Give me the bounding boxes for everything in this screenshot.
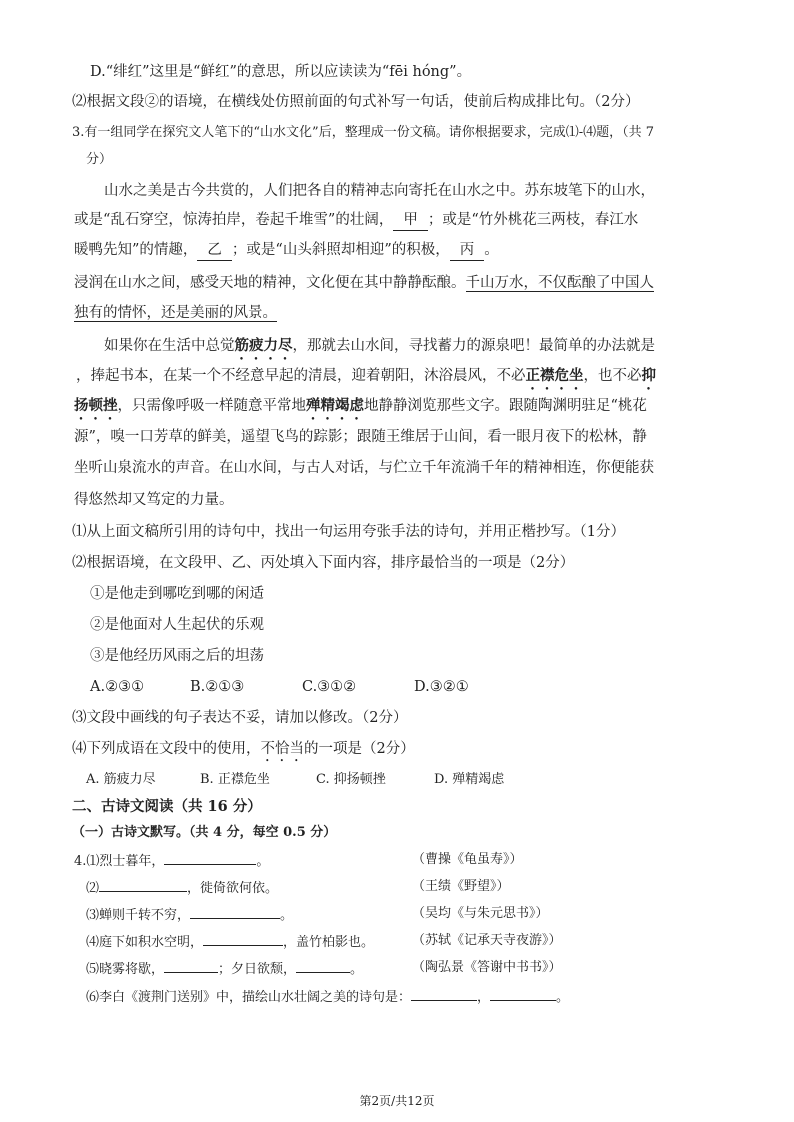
page-footer: 第2页/共12页 (359, 1094, 435, 1108)
question-3-2: ⑵根据语境，在文段甲、乙、丙处填入下面内容，排序最恰当的一项是（2分） (72, 555, 575, 571)
blank-input[interactable] (490, 986, 556, 1001)
option-1: ①是他走到哪吃到哪的闲适 (90, 586, 264, 602)
blank-input[interactable] (164, 958, 218, 973)
idiom-emphasis: 筋疲力尽 (234, 337, 293, 354)
section-2-title: 二、古诗文阅读（共 16 分） (72, 798, 262, 815)
text: 如果你在生活中总觉 (104, 338, 235, 354)
recite-2-source: （王绩《野望》） (412, 879, 510, 894)
choice-b[interactable]: B.②①③ (190, 679, 245, 695)
option-3: ③是他经历风雨之后的坦荡 (90, 648, 264, 664)
text: 。 (556, 990, 570, 1005)
idiom-choice-c[interactable]: C. 抑扬顿挫 (316, 772, 386, 787)
choice-c[interactable]: C.③①② (302, 679, 357, 695)
text: ， (477, 990, 491, 1005)
idiom-emphasis: 抑 (641, 367, 656, 384)
recite-2 (86, 877, 278, 899)
paragraph-2-line-5: 坐听山泉流水的声音。在山水间，与古人对话，与伫立千年流淌千年的精神相连，你便能获 (74, 460, 654, 476)
recite-4-source: （苏轼《记承天寺夜游》） (412, 933, 562, 948)
question-3-3: ⑶文段中画线的句子表达不妥，请加以修改。（2分） (72, 710, 408, 726)
paragraph-2-line-1 (104, 336, 655, 363)
idiom-emphasis: 殚精竭虑 (306, 397, 364, 414)
paragraph-2-line-2 (76, 366, 656, 393)
blank-input[interactable] (190, 904, 280, 919)
recite-3 (86, 904, 293, 926)
recite-3-source: （吴均《与朱元思书》） (412, 906, 549, 921)
text: ；或是“山头斜照却相迎”的积极， (231, 242, 450, 258)
paragraph-1-line-1: 山水之美是古今共赏的，人们把各自的精神志向寄托在山水之中。苏东坡笔下的山水， (104, 183, 655, 199)
recite-6 (86, 986, 569, 1008)
text: ；或是“竹外桃花三两枝，春江水 (427, 212, 639, 228)
recite-1 (74, 850, 269, 872)
idiom-choice-d[interactable]: D. 殚精竭虑 (434, 772, 505, 787)
text: 4.⑴烈士暮年， (74, 854, 165, 869)
idiom-emphasis: 正襟危坐 (525, 367, 584, 384)
text: ，那就去山水间，寻找蓄力的源泉吧！最简单的办法就是 (292, 338, 655, 354)
paragraph-1-line-3 (74, 240, 499, 261)
text: ，盖竹柏影也。 (283, 935, 375, 950)
paragraph-2-line-3 (74, 396, 647, 423)
idiom-choice-a[interactable]: A. 筋疲力尽 (86, 772, 156, 787)
text: 浸润在山水之间，感受天地的精神，文化便在其中静静酝酿。 (74, 275, 466, 291)
blank-yi[interactable]: 乙 (197, 240, 232, 261)
choice-a[interactable]: A.②③① (90, 679, 145, 695)
text: ⑷庭下如积水空明， (86, 935, 204, 950)
recite-1-source: （曹操《龟虽寿》） (412, 852, 523, 867)
paragraph-2-line-4: 源”，嗅一口芳草的鲜美，遥望飞鸟的踪影；跟随王维居于山间，看一眼月夜下的松林，静 (74, 429, 647, 445)
text: ，捧起书本，在某一个不经意早起的清晨，迎着朝阳，沐浴晨风，不必 (76, 368, 526, 384)
paragraph-1-line-4 (74, 273, 654, 293)
blank-bing[interactable]: 丙 (450, 240, 485, 261)
choice-d[interactable]: D.③②① (414, 679, 469, 695)
blank-input[interactable] (203, 931, 283, 946)
text: ⑸晓雾将歇， (86, 962, 165, 977)
text: ⑷下列成语在文段中的使用， (72, 741, 261, 757)
question-3-1: ⑴从上面文稿所引用的诗句中，找出一句运用夸张手法的诗句，并用正楷抄写。（1分） (72, 524, 625, 540)
underlined-sentence: 千山万水，不仅酝酿了中国人 (465, 275, 654, 291)
blank-input[interactable] (164, 850, 256, 865)
recite-5 (86, 958, 363, 980)
text: ⑶蝉则千转不穷， (86, 908, 191, 923)
question-3-header-cont: 分） (86, 152, 113, 167)
text: ⑹李白《渡荆门送别》中，描绘山水壮阔之美的诗句是： (86, 990, 412, 1005)
paragraph-1-line-5 (74, 303, 277, 323)
blank-input[interactable] (411, 986, 477, 1001)
text: ，也不必 (583, 368, 642, 384)
question-3-4 (72, 739, 415, 765)
idiom-emphasis: 扬顿挫 (74, 397, 118, 414)
question-3-header: 3.有一组同学在探究文人笔下的“山水文化”后，整理成一份文稿。请你根据要求，完成⑴-⑷题，（共 7 (72, 125, 654, 140)
text: ⑵ (86, 881, 100, 896)
paragraph-1-line-2 (74, 210, 638, 231)
text: 。 (256, 854, 270, 869)
text: 的一项是（2分） (304, 741, 415, 757)
text: ；夕日欲颓， (218, 962, 297, 977)
text: 或是“乱石穿空，惊涛拍岸，卷起千堆雪”的壮阔， (74, 212, 394, 228)
underlined-sentence-cont: 独有的情怀，还是美丽的风景。 (74, 305, 277, 321)
recite-4 (86, 931, 374, 953)
text: 。 (484, 242, 499, 258)
blank-input[interactable] (296, 958, 350, 973)
emphasis: 不恰当 (260, 741, 304, 757)
idiom-choice-b[interactable]: B. 正襟危坐 (200, 772, 270, 787)
blank-jia[interactable]: 甲 (393, 210, 428, 231)
text: 地静静浏览那些文字。跟随陶渊明驻足“桃花 (364, 398, 647, 414)
text: ，徙倚欲何依。 (187, 881, 279, 896)
text: 暖鸭先知”的情趣， (74, 242, 198, 258)
option-2: ②是他面对人生起伏的乐观 (90, 617, 264, 633)
text: ，只需像呼吸一样随意平常地 (117, 398, 306, 414)
text: 。 (350, 962, 364, 977)
paragraph-2-line-6: 得悠然却又笃定的力量。 (74, 492, 234, 508)
question-2-2: ⑵根据文段②的语境，在横线处仿照前面的句式补写一句话，使前后构成排比句。（2分） (72, 94, 640, 110)
recite-5-source: （陶弘景《答谢中书书》） (412, 960, 562, 975)
option-d: D.“绯红”这里是“鲜红”的意思，所以应读读为“fēi hóng”。 (90, 64, 472, 80)
section-2-1-title: （一）古诗文默写。（共 4 分，每空 0.5 分） (72, 825, 337, 840)
text: 。 (280, 908, 294, 923)
blank-input[interactable] (99, 877, 187, 892)
